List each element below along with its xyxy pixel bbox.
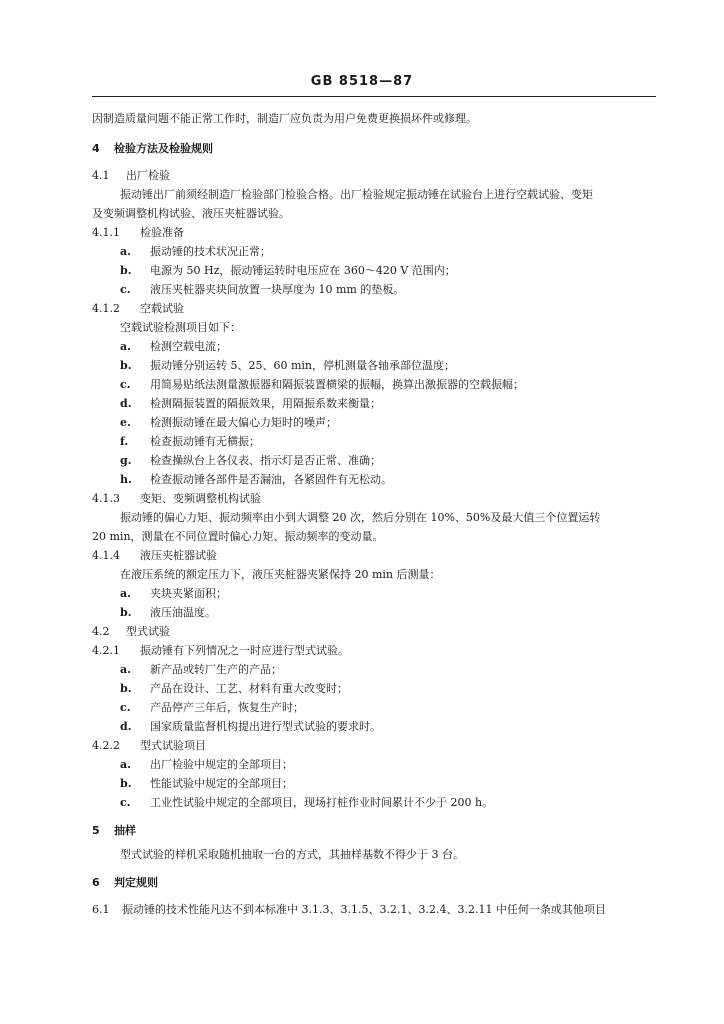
list-text: 产品停产三年后，恢复生产时； <box>150 701 304 714</box>
clause-heading <box>92 302 184 316</box>
section-title: 型式试验 <box>126 625 170 638</box>
list-item <box>120 663 282 677</box>
list-text: 检查操纵台上各仪表、指示灯是否正常、准确； <box>150 454 381 467</box>
body-text: 因制造质量问题不能正常工作时，制造厂应负责为用户免费更换损坏件或修理。 <box>92 112 477 125</box>
list-label: a. <box>120 758 131 771</box>
list-item <box>120 701 304 715</box>
subsection-heading <box>92 625 170 639</box>
list-text: 检查振动锤有无横振； <box>150 435 260 448</box>
list-text: 液压夹桩器夹块间放置一块厚度为 10 mm 的垫板。 <box>150 283 405 296</box>
section-title: 振动锤有下列情况之一时应进行型式试验。 <box>140 644 349 657</box>
list-item <box>120 682 348 696</box>
list-label: b. <box>120 359 132 372</box>
list-text: 工业性试验中规定的全部项目，现场打桩作业时间累计不少于 200 h。 <box>150 796 494 809</box>
section-number: 4.1.2 <box>92 302 120 315</box>
list-item <box>120 397 381 411</box>
list-text: 产品在设计、工艺、材料有重大改变时； <box>150 682 348 695</box>
list-text: 检查振动锤各部件是否漏油，各紧固件有无松动。 <box>150 473 392 486</box>
list-label: d. <box>120 397 132 410</box>
clause-heading <box>92 226 184 240</box>
section-number: 4.2 <box>92 625 110 638</box>
list-text: 夹块夹紧面积； <box>150 587 227 600</box>
section-heading <box>92 824 136 838</box>
section-number: 4.1 <box>92 169 110 182</box>
list-text: 振动锤的技术状况正常； <box>150 245 271 258</box>
list-label: e. <box>120 416 131 429</box>
body-text: 在液压系统的额定压力下，液压夹桩器夹紧保持 20 min 后测量： <box>120 568 441 581</box>
section-number: 6 <box>92 876 100 889</box>
list-item <box>120 777 293 791</box>
list-label: a. <box>120 663 131 676</box>
body-text: 20 min，测量在不同位置时偏心力矩、振动频率的变动量。 <box>92 530 384 543</box>
section-title: 液压夹桩器试验 <box>140 549 217 562</box>
section-number: 4.2.1 <box>92 644 120 657</box>
list-label: c. <box>120 283 131 296</box>
subsection-heading <box>92 169 170 183</box>
body-text: 及变频调整机构试验、液压夹桩器试验。 <box>92 207 290 220</box>
list-label: a. <box>120 340 131 353</box>
section-heading <box>92 876 158 890</box>
clause-heading <box>92 644 349 658</box>
list-text: 检测隔振装置的隔振效果，用隔振系数来衡量； <box>150 397 381 410</box>
section-title: 振动锤的技术性能凡达不到本标准中 3.1.3、3.1.5、3.2.1、3.2.4、3.2.11 中任何一条或其他项目 <box>122 903 606 916</box>
standard-code-header: GB 8518—87 <box>310 74 414 89</box>
section-title: 变矩、变频调整机构试验 <box>140 492 261 505</box>
list-text: 国家质量监督机构提出进行型式试验的要求时。 <box>150 720 381 733</box>
clause-heading <box>92 549 217 563</box>
list-label: f. <box>120 435 129 448</box>
section-number: 4.1.3 <box>92 492 120 505</box>
list-item <box>120 340 227 354</box>
body-text: 型式试验的样机采取随机抽取一台的方式，其抽样基数不得少于 3 台。 <box>120 848 464 861</box>
body-text: 振动锤的偏心力矩、振动频率由小到大调整 20 次，然后分别在 10%、50%及最大值三个位置运转 <box>120 511 601 524</box>
list-label: b. <box>120 682 132 695</box>
list-item <box>120 416 337 430</box>
section-title: 型式试验项目 <box>140 739 206 752</box>
section-number: 4 <box>92 142 100 155</box>
clause-heading <box>92 739 206 753</box>
list-item <box>120 359 455 373</box>
clause-heading <box>92 492 261 506</box>
header-rule <box>92 96 656 97</box>
list-item <box>120 796 493 810</box>
list-item <box>120 454 381 468</box>
list-text: 新产品或转厂生产的产品； <box>150 663 282 676</box>
section-number: 6.1 <box>92 903 110 916</box>
list-label: c. <box>120 378 131 391</box>
section-number: 5 <box>92 824 100 837</box>
list-item <box>120 720 381 734</box>
clause-heading <box>92 903 606 917</box>
list-text: 振动锤分别运转 5、25、60 min，停机测量各轴承部位温度； <box>150 359 456 372</box>
section-heading <box>92 142 213 156</box>
body-text: 振动锤出厂前须经制造厂检验部门检验合格。出厂检验规定振动锤在试验台上进行空载试验、变矩 <box>120 188 593 201</box>
list-label: g. <box>120 454 132 467</box>
list-item <box>120 245 271 259</box>
list-label: h. <box>120 473 132 486</box>
list-text: 液压油温度。 <box>150 606 216 619</box>
section-title: 出厂检验 <box>126 169 170 182</box>
list-item <box>120 264 456 278</box>
section-number: 4.2.2 <box>92 739 120 752</box>
list-label: c. <box>120 701 131 714</box>
list-label: c. <box>120 796 131 809</box>
list-item <box>120 378 524 392</box>
list-text: 检测振动锤在最大偏心力矩时的噪声； <box>150 416 337 429</box>
list-item <box>120 473 392 487</box>
body-text: 空载试验检测项目如下： <box>120 321 241 334</box>
section-title: 检验方法及检验规则 <box>114 142 213 155</box>
list-label: b. <box>120 606 132 619</box>
list-label: a. <box>120 587 131 600</box>
section-title: 空载试验 <box>140 302 184 315</box>
list-item <box>120 283 404 297</box>
list-item <box>120 435 260 449</box>
list-text: 出厂检验中规定的全部项目； <box>150 758 293 771</box>
section-title: 检验准备 <box>140 226 184 239</box>
list-text: 电源为 50 Hz，振动锤运转时电压应在 360～420 V 范围内； <box>150 264 456 277</box>
section-number: 4.1.1 <box>92 226 120 239</box>
list-label: a. <box>120 245 131 258</box>
list-label: d. <box>120 720 132 733</box>
list-item <box>120 587 227 601</box>
section-title: 判定规则 <box>114 876 158 889</box>
list-item <box>120 758 293 772</box>
list-text: 用简易贴纸法测量激振器和隔振装置横梁的振幅，换算出激振器的空载振幅； <box>150 378 524 391</box>
section-title: 抽样 <box>114 824 136 837</box>
list-label: b. <box>120 777 132 790</box>
section-number: 4.1.4 <box>92 549 120 562</box>
list-label: b. <box>120 264 132 277</box>
list-text: 检测空载电流； <box>150 340 227 353</box>
list-item <box>120 606 216 620</box>
list-text: 性能试验中规定的全部项目； <box>150 777 293 790</box>
